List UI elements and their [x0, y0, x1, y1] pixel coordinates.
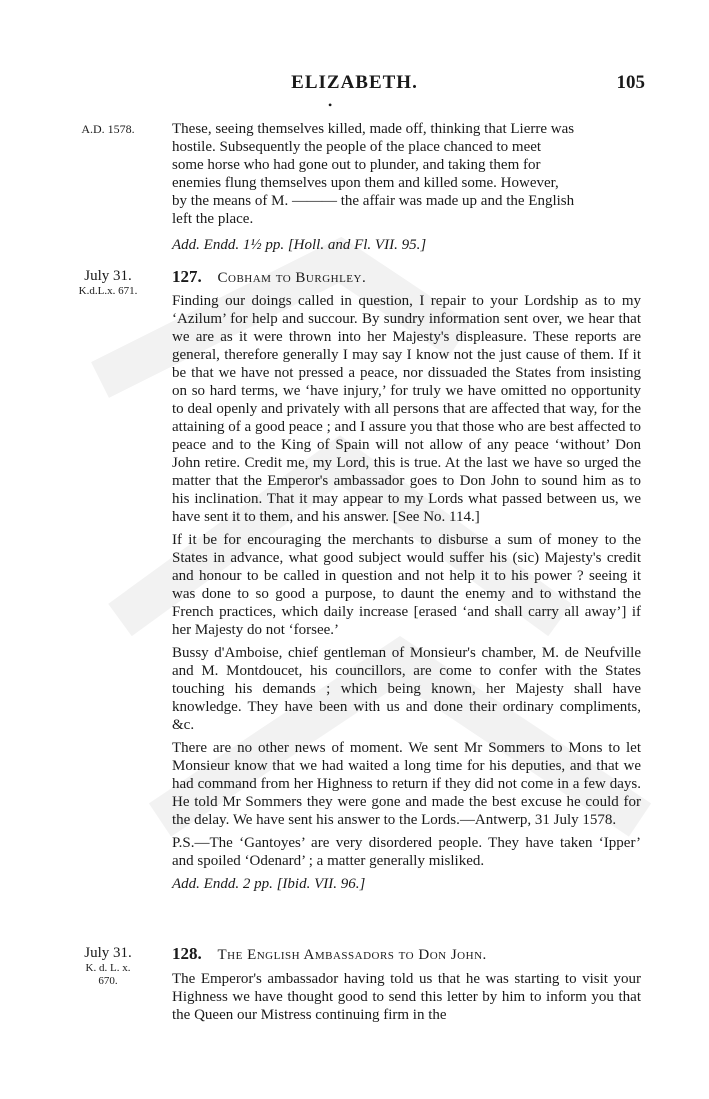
opening-paragraph — [172, 120, 641, 254]
header-dot: • — [328, 98, 333, 112]
entry-128-archive-ref: K. d. L. x. — [85, 962, 131, 974]
page-number: 105 — [616, 72, 645, 93]
entry-127-paragraph: There are no other news of moment. We sent Mr Sommers to Mons to let Monsieur know that we had waited a long time for his deputies, and that we had command from her Highness to return if they did not come in a few days. He told Mr Sommers they were gone and made the best excuse he could for the delay. We have sent his answer to the Lords.—Antwerp, 31 July 1578. — [172, 740, 641, 828]
entry-127-number: 127. — [172, 267, 202, 286]
entry-128-heading — [172, 945, 641, 964]
entry-128-paragraph: The Emperor's ambassador having told us that he was starting to visit your Highness we have thought good to send this letter by him to inform you that the Queen our Mistress continuing firm in the — [172, 971, 641, 1023]
year-label: A.D. 1578. — [81, 122, 135, 136]
entry-127-postscript: P.S.—The ‘Gantoyes’ are very disordered people. They have taken ‘Ipper’ and spoiled ‘Odenard’ ; a matter generally misliked. — [172, 835, 641, 869]
entry-128-number: 128. — [172, 944, 202, 963]
entry-127-heading — [172, 268, 641, 287]
entry-128-date: July 31. — [84, 945, 132, 961]
opening-line: by the means of M. ——— the affair was made up and the English — [172, 193, 575, 209]
entry-128-title: The English Ambassadors to Don John. — [217, 947, 487, 963]
entry-127-paragraph: Finding our doings called in question, I repair to your Lordship as to my ‘Azilum’ for help and succour. By sundry information sent over, we hear that we are as it were thrown into her Majesty's displeasure. These reports are general, therefore generally I may say I know not the just cause of them. If it be that we have not pressed a peace, nor dissuaded the States from insisting on so hard terms, we ‘have injury,’ for truly we have omitted no opportunity to deal openly and privately with all persons that are affected that way, for the attaining of a good peace ; and I assure you that those who are best affected to peace and to the King of Spain will not allow of any peace ‘without’ Don John retire. Credit me, my Lord, this is true. At the last we have so urged the matter that the Emperor's ambassador goes to Don John to sound him as to his inclination. That it may appear to my Lords what passed between us, we have sent it to them, and his answer. [See No. 114.] — [172, 293, 641, 525]
entry-127-body — [172, 292, 641, 893]
opening-line: some horse who had gone out to plunder, and taking them for — [172, 157, 541, 173]
entry-127-date: July 31. — [84, 268, 132, 284]
entry-127-title: Cobham to Burghley. — [217, 270, 367, 286]
opening-line: left the place. — [172, 211, 254, 227]
opening-line: These, seeing themselves killed, made off, thinking that Lierre was — [172, 121, 575, 137]
entry-128-body — [172, 970, 641, 1029]
margin-entry-128 — [58, 945, 158, 988]
opening-reference: Add. Endd. 1½ pp. [Holl. and Fl. VII. 95.] — [172, 237, 427, 253]
running-header-title: ELIZABETH. — [291, 72, 418, 93]
entry-127-paragraph: If it be for encouraging the merchants to disburse a sum of money to the States in advance, what good subject would suffer his (sic) Majesty's credit and honour to be called in question and not help it to his power ? seeing it was done to so good a purpose, to daunt the enemy and to withstand the French practices, which daily increase [erased ‘and shall carry all away’] if her Majesty do not ‘forsee.’ — [172, 532, 641, 638]
opening-line: enemies flung themselves upon them and killed some. However, — [172, 175, 559, 191]
margin-year — [58, 123, 158, 137]
opening-line: hostile. Subsequently the people of the place chanced to meet — [172, 139, 542, 155]
entry-127-paragraph: Bussy d'Amboise, chief gentleman of Monsieur's chamber, M. de Neufville and M. Montdoucet, his councillors, are come to confer with the States touching his demands ; which being known, her Majesty shall have knowledge. They have been with us and done their ordinary compliments, &c. — [172, 645, 641, 733]
entry-127-reference: Add. Endd. 2 pp. [Ibid. VII. 96.] — [172, 876, 366, 892]
entry-128-archive-ref: 670. — [98, 975, 118, 987]
entry-127-archive-ref: K.d.L.x. 671. — [78, 285, 138, 297]
margin-entry-127 — [58, 268, 158, 298]
